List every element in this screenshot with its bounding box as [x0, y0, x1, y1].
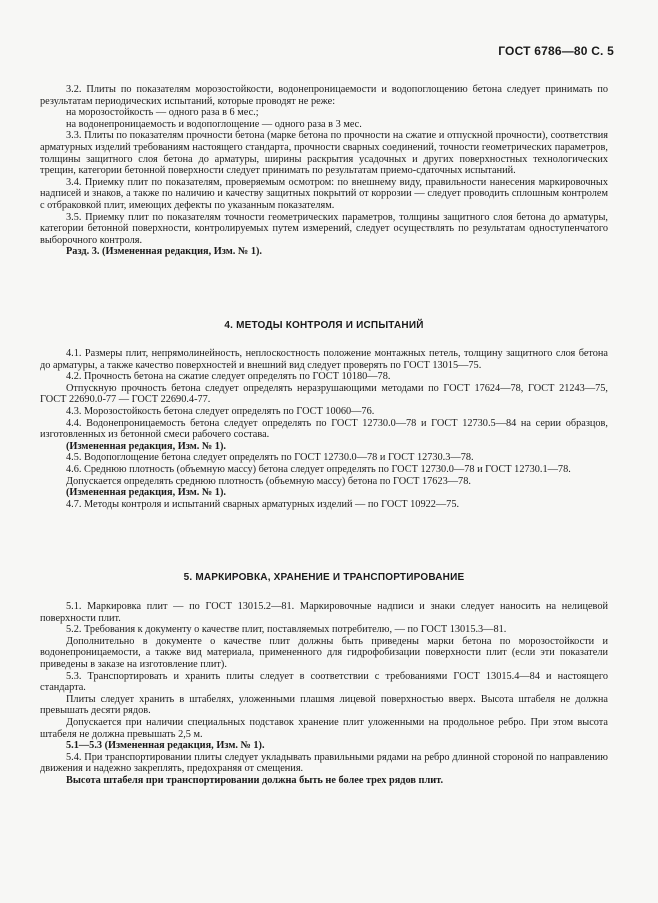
paragraph-5-4-stack-height: Высота штабеля при транспортировании должна быть не более трех рядов плит. [66, 774, 444, 786]
section-4-body [40, 348, 608, 510]
paragraph-4-2-release-strength: Отпускную прочность бетона следует определять неразрушающими методами по ГОСТ 17624—78, ГОСТ 21243—75, ГОСТ 22690.0-77 — ГОСТ 22690.4-77. [40, 382, 608, 406]
paragraph-4-3: 4.3. Морозостойкость бетона следует определять по ГОСТ 10060—76. [66, 405, 375, 417]
paragraph-5-3: 5.3. Транспортировать и хранить плиты следует в соответствии с требованиями ГОСТ 13015.4—84 и настоящего стандарта. [40, 670, 608, 694]
section-3-body [40, 84, 608, 258]
paragraph-5-3-supports: Допускается при наличии специальных подставок хранение плит уложенными на продольное ребро. При этом высота штабеля не должна превышать 2,5 м. [40, 716, 608, 740]
paragraph-4-2: 4.2. Прочность бетона на сжатие следует определять по ГОСТ 10180—78. [66, 371, 391, 383]
amendment-note-5-1-5-3: 5.1—5.3 (Измененная редакция, Изм. № 1). [66, 740, 265, 752]
paragraph-3-2-water: на водонепроницаемость и водопоглощение — одного раза в 3 мес. [66, 118, 362, 130]
paragraph-4-6-allowance: Допускается определять среднюю плотность (объемную массу) бетона по ГОСТ 17623—78. [66, 475, 471, 487]
paragraph-5-4: 5.4. При транспортировании плиты следует укладывать правильными рядами на ребро длинной стороной по направлению движения и надежно закреплять, предохраняя от смещения. [40, 751, 608, 775]
section-5-title: 5. МАРКИРОВКА, ХРАНЕНИЕ И ТРАНСПОРТИРОВАНИЕ [183, 572, 465, 583]
amendment-note-4-6: (Измененная редакция, Изм. № 1). [66, 487, 226, 499]
paragraph-5-2: 5.2. Требования к документу о качестве плит, поставляемых потребителю, — по ГОСТ 13015.3—81. [66, 624, 507, 636]
section-5-body [40, 601, 608, 787]
section-4-title: 4. МЕТОДЫ КОНТРОЛЯ И ИСПЫТАНИЙ [224, 320, 424, 331]
paragraph-5-1: 5.1. Маркировка плит — по ГОСТ 13015.2—81. Маркировочные надписи и знаки следует наносить на нелицевой поверхности плит. [40, 601, 608, 624]
paragraph-4-6: 4.6. Среднюю плотность (объемную массу) бетона следует определять по ГОСТ 12730.0—78 и ГОСТ 12730.1—78. [66, 463, 571, 475]
paragraph-4-7: 4.7. Методы контроля и испытаний сварных арматурных изделий — по ГОСТ 10922—75. [66, 498, 460, 510]
paragraph-4-4: 4.4. Водонепроницаемость бетона следует определять по ГОСТ 12730.0—78 и ГОСТ 12730.5—84 на серии образцов, изготовленных из бетонной смеси рабочего состава. [40, 417, 608, 441]
paragraph-4-5: 4.5. Водопоглощение бетона следует определять по ГОСТ 12730.0—78 и ГОСТ 12730.3—78. [66, 452, 474, 464]
paragraph-5-2-additional: Дополнительно в документе о качестве плит должны быть приведены марки бетона по морозостойкости и водонепроницаемости, а также вид материала, примененного для гидрофобизации поверхности плит (если эти показатели приведены в заказе на изготовление плит). [40, 635, 608, 670]
paragraph-4-1: 4.1. Размеры плит, непрямолинейность, неплоскостность положение монтажных петель, толщину защитного слоя бетона до арматуры, а также качество поверхностей и внешний вид следует проверять по ГОСТ 13015—75. [40, 348, 608, 371]
paragraph-3-2: 3.2. Плиты по показателям морозостойкости, водонепроницаемости и водопоглощению бетона следует принимать по результатам периодических испытаний, которые проводят не реже: [40, 84, 608, 107]
paragraph-5-3-storage: Плиты следует хранить в штабелях, уложенными плашмя лицевой поверхностью вверх. Высота штабеля не должна превышать десяти рядов. [40, 693, 608, 717]
amendment-note-section-3: Разд. 3. (Измененная редакция, Изм. № 1). [66, 246, 262, 258]
paragraph-3-3: 3.3. Плиты по показателям прочности бетона (марке бетона по прочности на сжатие и отпускной прочности), соответствия арматурных изделий требованиям настоящего стандарта, прочности сварных соединений, точности геометрических параметров, толщины защитного слоя бетона до арматуры, ширины раскрытия усадочных и других поверхностных технологических трещин, категории бетонной поверхности следует принимать по результатам приемо-сдаточных испытаний. [40, 130, 608, 177]
amendment-note-4-4: (Измененная редакция, Изм. № 1). [66, 440, 226, 452]
paragraph-3-4: 3.4. Приемку плит по показателям, проверяемым осмотром: по внешнему виду, правильности нанесения маркировочных надписей и знаков, а также по наличию и качеству защитных покрытий от коррозии — следует проводить сплошным контролем с отбраковкой плит, имеющих дефекты по указанным показателям. [40, 176, 608, 211]
paragraph-3-2-frost: на морозостойкость — одного раза в 6 мес.; [66, 107, 259, 119]
paragraph-3-5: 3.5. Приемку плит по показателям точности геометрических параметров, толщины защитного слоя бетона до арматуры, категории бетонной поверхности, контролируемых путем измерений, следует осуществлять по результатам одноступенчатого выборочного контроля. [40, 211, 608, 246]
page-header: ГОСТ 6786—80 С. 5 [498, 44, 614, 58]
